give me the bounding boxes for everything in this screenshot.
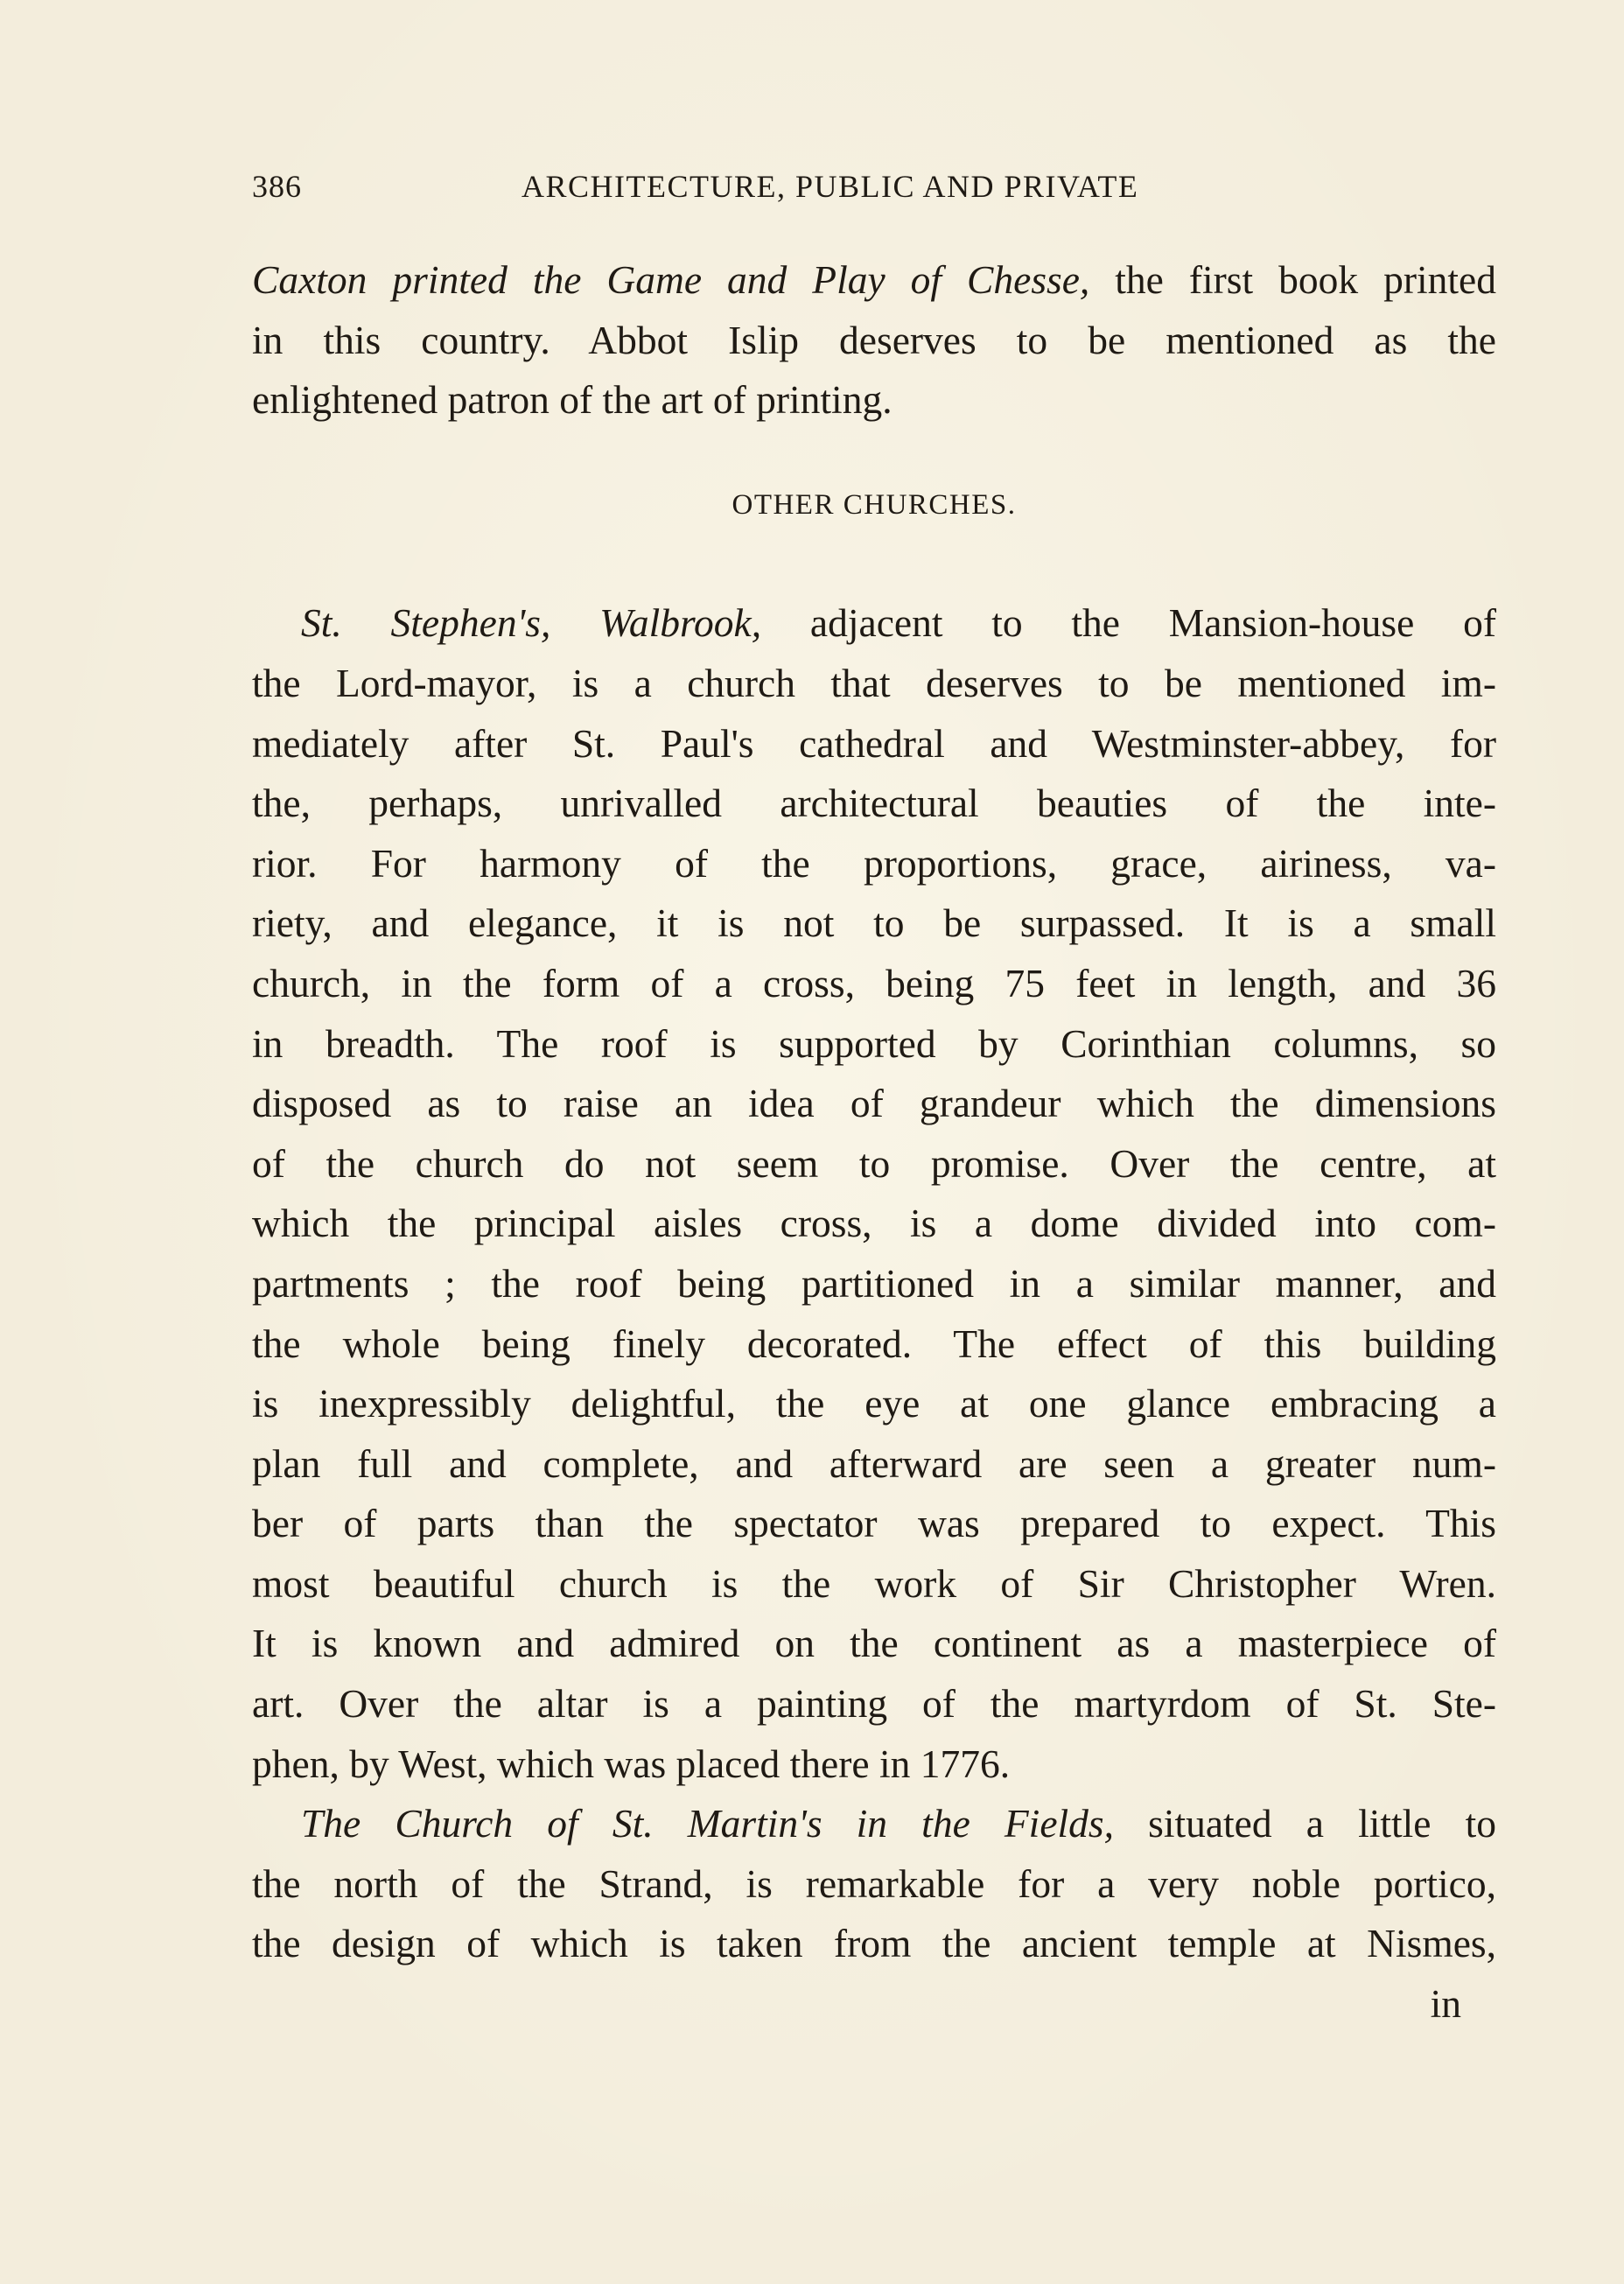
page-header	[252, 168, 1222, 212]
text-line: is inexpressibly delightful, the eye at one glance embracing a	[252, 1381, 1496, 1426]
text-run: situated a little to	[1148, 1801, 1496, 1846]
text-line	[252, 1794, 1496, 1854]
text-line: partments ; the roof being partitioned in a similar manner, and	[252, 1260, 1496, 1306]
catchword: in	[1430, 1981, 1461, 2027]
italic-title: The Church of St. Martin's in the Fields,	[301, 1801, 1114, 1846]
text-run: adjacent to the Mansion-house of	[809, 600, 1497, 646]
italic-title: St. Stephen's, Walbrook,	[301, 600, 762, 646]
running-head: ARCHITECTURE, PUBLIC AND PRIVATE	[522, 169, 1139, 204]
page-number: 386	[252, 169, 302, 204]
text-line: in this country. Abbot Islip deserves to be mentioned as the	[252, 317, 1496, 362]
text-run: the first book printed	[1115, 257, 1496, 302]
section-heading: OTHER CHURCHES.	[732, 488, 1017, 521]
text-line: ber of parts than the spectator was prepared to expect. This	[252, 1501, 1496, 1546]
text-line: It is known and admired on the continent as a masterpiece of	[252, 1621, 1496, 1666]
text-line: the design of which is taken from the ancient temple at Nismes,	[252, 1921, 1496, 1966]
text-line: plan full and complete, and afterward are seen a greater num-	[252, 1440, 1496, 1486]
text-line	[252, 593, 1496, 654]
text-line: phen, by West, which was placed there in 1776.	[252, 1741, 1011, 1786]
body-text	[252, 250, 1496, 2035]
text-line	[252, 250, 1496, 311]
text-line: the, perhaps, unrivalled architectural beauties of the inte-	[252, 781, 1496, 826]
text-line: riety, and elegance, it is not to be surpassed. It is a small	[252, 900, 1496, 946]
text-line: disposed as to raise an idea of grandeur which the dimensions	[252, 1081, 1496, 1126]
text-line: mediately after St. Paul's cathedral and Westminster-abbey, for	[252, 720, 1496, 766]
text-line: most beautiful church is the work of Sir Christopher Wren.	[252, 1560, 1496, 1606]
text-line: the Lord-mayor, is a church that deserves to be mentioned im-	[252, 660, 1496, 705]
text-line: enlightened patron of the art of printing.	[252, 377, 892, 423]
text-line: of the church do not seem to promise. Over the centre, at	[252, 1140, 1496, 1186]
text-line: church, in the form of a cross, being 75 feet in length, and 36	[252, 960, 1496, 1005]
text-line: which the principal aisles cross, is a dome divided into com-	[252, 1201, 1496, 1246]
text-line: rior. For harmony of the proportions, grace, airiness, va-	[252, 840, 1496, 886]
text-line: the whole being finely decorated. The effect of this building	[252, 1321, 1496, 1366]
italic-title: Caxton printed the Game and Play of Chesse,	[252, 257, 1090, 302]
text-line: art. Over the altar is a painting of the martyrdom of St. Ste-	[252, 1681, 1496, 1727]
text-line: the north of the Strand, is remarkable for a very noble portico,	[252, 1860, 1496, 1906]
text-line: in breadth. The roof is supported by Corinthian columns, so	[252, 1020, 1496, 1066]
